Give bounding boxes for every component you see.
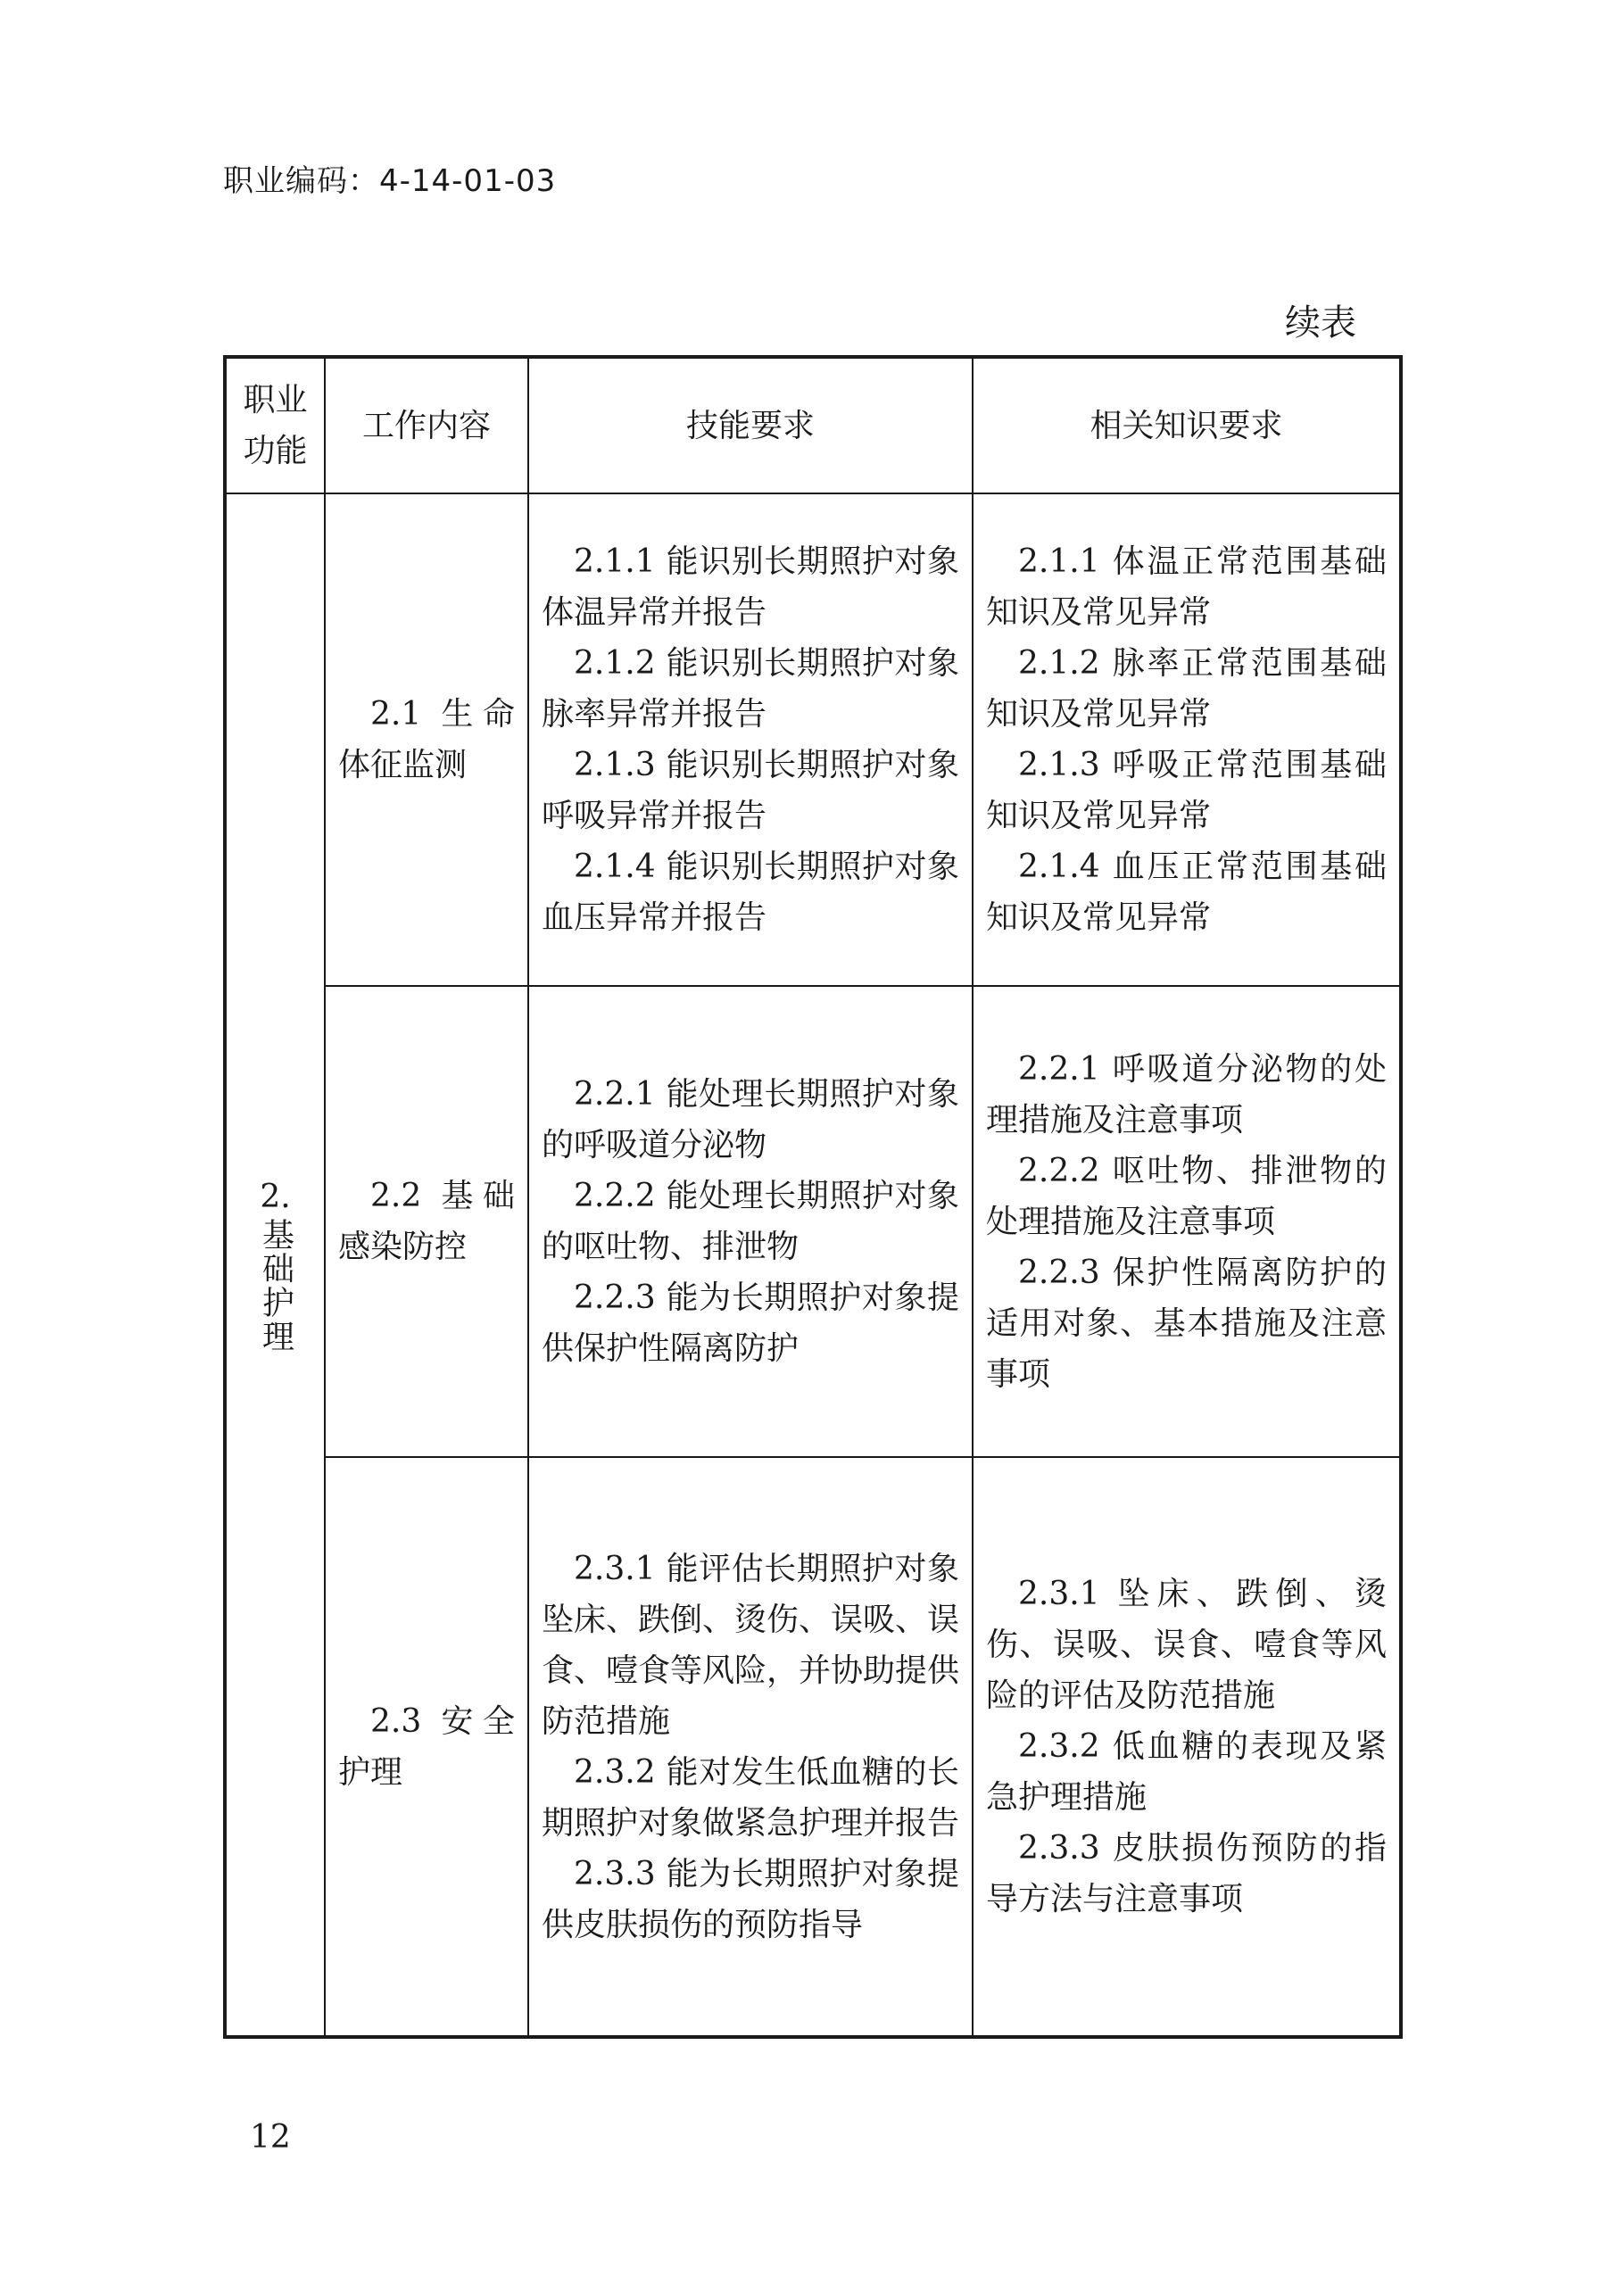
skill-item: 2.2.3 能为长期照护对象提供保护性隔离防护 (542, 1279, 959, 1367)
skill-item: 2.1.2 能识别长期照护对象脉率异常并报告 (542, 645, 959, 733)
table-header-row (225, 357, 1401, 493)
skill-standard-table (223, 355, 1403, 2039)
work-content-cell: 2.3 安全护理 (325, 1457, 528, 2037)
table-row (225, 493, 1401, 986)
knowledge-cell (973, 493, 1401, 986)
header-work-content: 工作内容 (325, 357, 528, 493)
skill-item: 2.1.1 能识别长期照护对象体温异常并报告 (542, 543, 959, 631)
knowledge-item: 2.2.3 保护性隔离防护的适用对象、基本措施及注意事项 (986, 1254, 1387, 1393)
knowledge-item: 2.1.4 血压正常范围基础知识及常见异常 (986, 849, 1387, 936)
skill-item: 2.2.2 能处理长期照护对象的呕吐物、排泄物 (542, 1178, 959, 1265)
occupation-code-value: 4-14-01-03 (379, 163, 557, 199)
skill-item: 2.3.3 能为长期照护对象提供皮肤损伤的预防指导 (542, 1855, 959, 1943)
skill-cell (528, 493, 973, 986)
work-content-cell: 2.1 生命体征监测 (325, 493, 528, 986)
skill-item: 2.1.4 能识别长期照护对象血压异常并报告 (542, 849, 959, 936)
skill-item: 2.1.3 能识别长期照护对象呼吸异常并报告 (542, 747, 959, 834)
knowledge-item: 2.2.1 呼吸道分泌物的处理措施及注意事项 (986, 1050, 1387, 1138)
function-name: 基础护理 (257, 1217, 294, 1354)
knowledge-item: 2.1.1 体温正常范围基础知识及常见异常 (986, 543, 1387, 631)
skill-cell (528, 986, 973, 1457)
work-content-cell: 2.2 基础感染防控 (325, 986, 528, 1457)
header-skill-requirements: 技能要求 (528, 357, 973, 493)
knowledge-item: 2.1.3 呼吸正常范围基础知识及常见异常 (986, 747, 1387, 834)
page-number: 12 (250, 2119, 291, 2156)
occupation-code-label: 职业编码： (223, 163, 379, 199)
table-row (225, 1457, 1401, 2037)
knowledge-item: 2.3.3 皮肤损伤预防的指导方法与注意事项 (986, 1830, 1387, 1917)
skill-cell (528, 1457, 973, 2037)
continued-table-label: 续表 (1285, 302, 1356, 344)
skill-item: 2.3.2 能对发生低血糖的长期照护对象做紧急护理并报告 (542, 1753, 960, 1842)
knowledge-cell (973, 1457, 1401, 2037)
function-number: 2. (260, 1178, 291, 1215)
function-cell (225, 493, 325, 2037)
knowledge-cell (973, 986, 1401, 1457)
table-row (225, 986, 1401, 1457)
occupation-code-line (223, 156, 556, 200)
knowledge-item: 2.3.2 低血糖的表现及紧急护理措施 (986, 1728, 1387, 1816)
knowledge-item: 2.2.2 呕吐物、排泄物的处理措施及注意事项 (986, 1152, 1387, 1240)
skill-item: 2.3.1 能评估长期照护对象坠床、跌倒、烫伤、误吸、误食、噎食等风险，并协助提供防范措施 (542, 1550, 960, 1740)
header-function: 职业功能 (225, 357, 325, 493)
skill-item: 2.2.1 能处理长期照护对象的呼吸道分泌物 (542, 1076, 959, 1163)
header-knowledge-requirements: 相关知识要求 (973, 357, 1401, 493)
knowledge-item: 2.1.2 脉率正常范围基础知识及常见异常 (986, 645, 1387, 733)
knowledge-item: 2.3.1 坠床、跌倒、烫伤、误吸、误食、噎食等风险的评估及防范措施 (986, 1576, 1387, 1714)
